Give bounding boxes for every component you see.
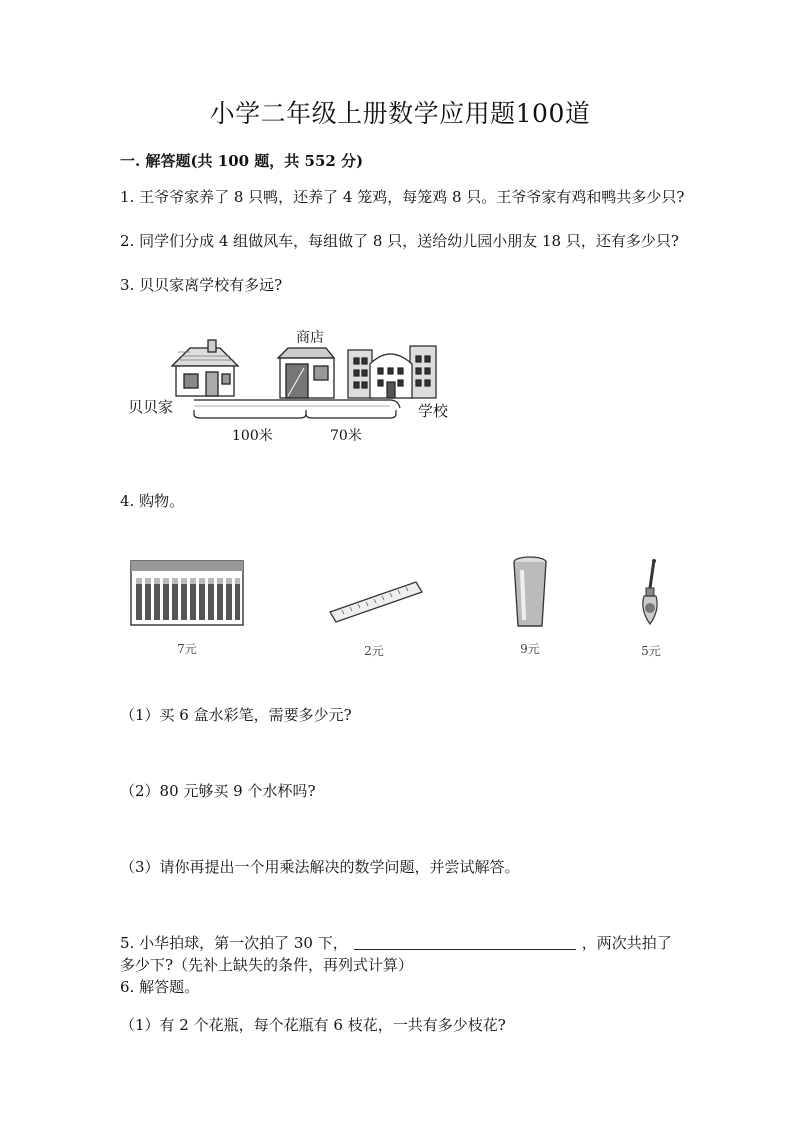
question-4-sub-2: （2）80 元够买 9 个水杯吗? (120, 782, 316, 800)
question-4: 4. 购物。 (120, 492, 185, 510)
price-label: 5元 (641, 644, 661, 658)
water-cup-icon (510, 556, 550, 630)
ruler-icon (328, 574, 424, 624)
price-label: 2元 (364, 644, 384, 658)
answer-blank[interactable] (354, 935, 576, 950)
section-heading: 一. 解答题(共 100 题，共 552 分) (120, 152, 364, 170)
question-4-sub-1: （1）买 6 盒水彩笔，需要多少元? (120, 706, 352, 724)
question-4-sub-3: （3）请你再提出一个用乘法解决的数学问题，并尝试解答。 (120, 858, 520, 876)
question-3: 3. 贝贝家离学校有多远? (120, 276, 283, 294)
shopping-item-2 (328, 574, 428, 664)
distance-100-label: 100米 (232, 428, 273, 444)
question-5 (120, 932, 710, 976)
page-title: 小学二年级上册数学应用题100道 (209, 99, 591, 128)
shop-label: 商店 (296, 330, 324, 346)
shopping-item-3 (510, 556, 560, 666)
question-5-part-1: 5. 小华拍球，第一次拍了 30 下， (120, 934, 348, 952)
price-label: 9元 (520, 642, 540, 656)
question-1: 1. 王爷爷家养了 8 只鸭，还养了 4 笼鸡，每笼鸡 8 只。王爷爷家有鸡和鸭共多少只? (120, 188, 685, 206)
brush-icon (636, 558, 666, 630)
shopping-item-4 (636, 558, 676, 668)
watercolor-pens-icon (130, 560, 244, 626)
school-label: 学校 (418, 402, 449, 420)
question-6: 6. 解答题。 (120, 978, 200, 996)
school-icon (348, 346, 436, 398)
distance-70-label: 70米 (330, 428, 362, 444)
shopping-item-1 (130, 560, 250, 660)
price-label: 7元 (177, 642, 197, 656)
question-2: 2. 同学们分成 4 组做风车，每组做了 8 只，送给幼儿园小朋友 18 只，还有多少只? (120, 232, 679, 250)
question-6-sub-1: （1）有 2 个花瓶，每个花瓶有 6 枝花，一共有多少枝花? (120, 1016, 506, 1034)
home-label: 贝贝家 (128, 398, 174, 416)
shop-icon (278, 348, 334, 398)
question-5-part-2: ，两次共拍了 (581, 934, 672, 952)
house-icon (172, 340, 238, 396)
question-5-line-2: 多少下?（先补上缺失的条件，再列式计算） (120, 956, 414, 974)
distance-map-figure (120, 322, 460, 452)
